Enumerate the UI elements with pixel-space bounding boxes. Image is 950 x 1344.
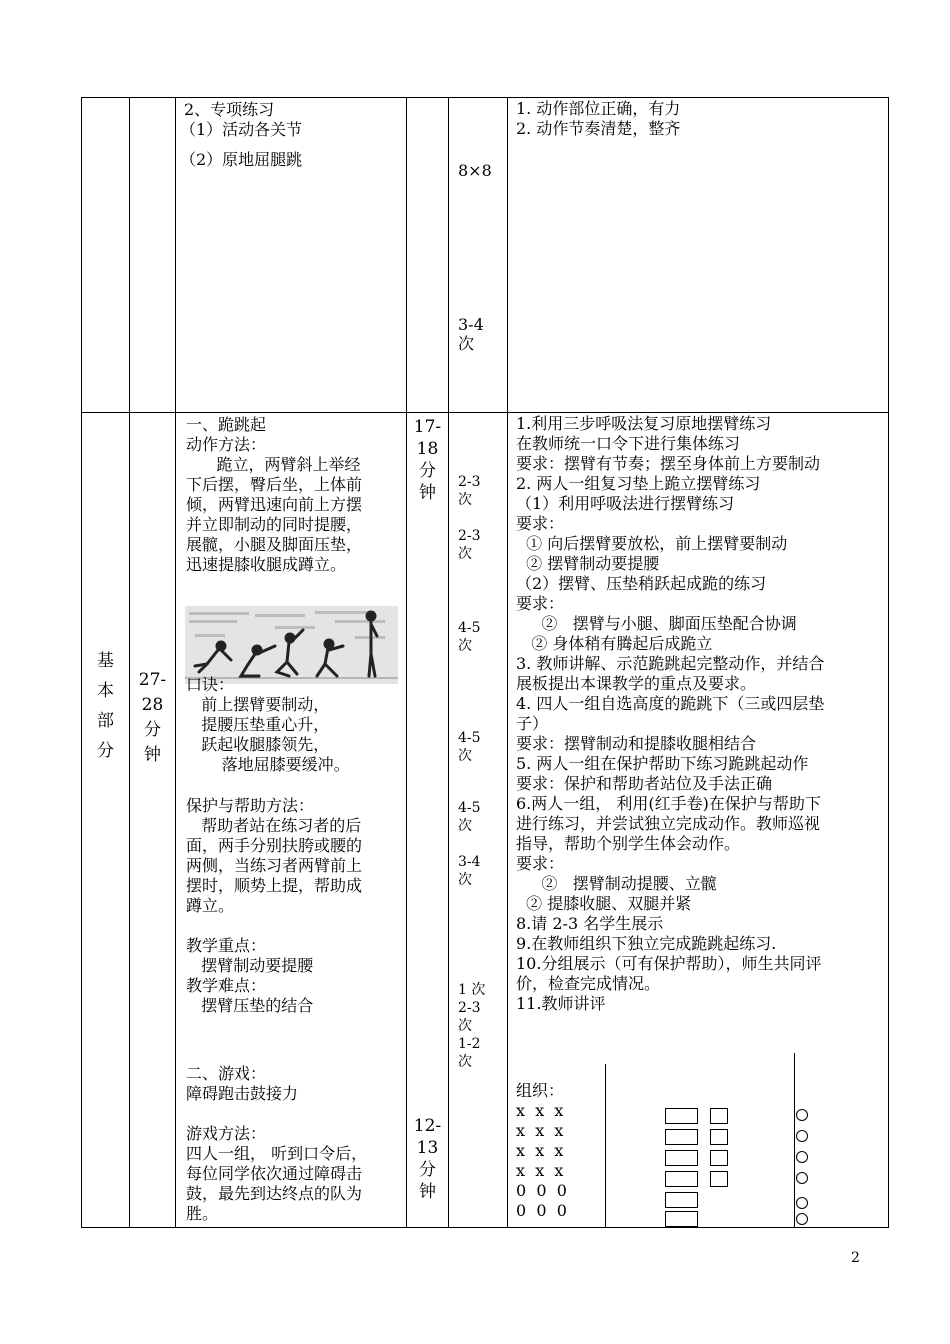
count-text: 次 (458, 1054, 472, 1070)
time-text: 13 (416, 1138, 439, 1158)
content-line: 面，两手分别扶胯或腰的 (186, 836, 363, 855)
requirement-line: 子） (516, 714, 549, 733)
requirement-line: 5. 两人一组在保护帮助下练习跪跳起动作 (516, 754, 809, 773)
requirement-line: （1）利用呼吸法进行摆臂练习 (516, 494, 735, 513)
requirement-line: ② 摆臂制动要提腰 (516, 554, 660, 573)
time-text: 钟 (419, 1182, 436, 1202)
content-cell (176, 98, 407, 413)
content-line: （2）原地屈腿跳 (180, 150, 303, 169)
time-cell (130, 98, 176, 413)
section-char: 部 (97, 711, 114, 731)
drum-icon (796, 1213, 808, 1225)
requirement-line: ② 提膝收腿、双腿并紧 (516, 894, 692, 913)
count-text: 次 (458, 638, 472, 654)
page-number: 2 (851, 1250, 860, 1266)
content-line: 蹲立。 (186, 896, 235, 915)
content-line: 保护与帮助方法： (186, 796, 315, 815)
count-text: 3-4 (458, 315, 484, 334)
requirement-line: ② 摆臂与小腿、脚面压垫配合协调 (516, 614, 797, 633)
content-line: 摆臂压垫的结合 (186, 996, 314, 1015)
content-line: 摆臂制动要提腰 (186, 956, 314, 975)
requirement-line: 展板提出本课教学的重点及要求。 (516, 674, 757, 693)
drum-icon (796, 1197, 808, 1209)
section-char: 本 (97, 681, 114, 701)
count-text: 次 (458, 872, 472, 888)
drum-icon (796, 1130, 808, 1142)
content-line: 二、游戏： (186, 1064, 267, 1083)
content-line: 游戏方法： (186, 1124, 267, 1143)
count-cell (449, 413, 508, 1228)
content-line: 口诀： (186, 675, 235, 694)
requirement-line: 要求： (516, 514, 565, 533)
requirement-line: ② 身体稍有腾起后成跪立 (516, 634, 713, 653)
content-line: 教学重点： (186, 936, 267, 955)
section-char: 基 (97, 651, 114, 671)
requirement-line: 8.请 2-3 名学生展示 (516, 914, 664, 933)
formation-row: x x x (516, 1141, 564, 1160)
content-line: 落地屈膝要缓冲。 (186, 755, 350, 774)
requirement-line: 1. 动作部位正确，有力 (516, 99, 681, 118)
requirement-line: 价，检查完成情况。 (516, 974, 661, 993)
count-text: 次 (458, 818, 472, 834)
content-line: 胜。 (186, 1204, 219, 1223)
requirement-line: （2）摆臂、压垫稍跃起成跪的练习 (516, 574, 767, 593)
requirement-line: 10.分组展示（可有保护帮助），师生共同评 (516, 954, 822, 973)
organization-label: 组织： (516, 1081, 565, 1100)
formation-row: 0 0 0 (516, 1181, 567, 1200)
time-text: 钟 (144, 745, 161, 765)
mat-icon (665, 1211, 698, 1227)
content-line: 迅速提膝收腿成蹲立。 (186, 555, 347, 574)
section-cell (82, 98, 130, 413)
mat-icon (665, 1171, 698, 1187)
requirement-line: 2. 两人一组复习垫上跪立摆臂练习 (516, 474, 761, 493)
requirement-line: 6.两人一组， 利用(红手卷)在保护与帮助下 (516, 794, 821, 813)
time-text: 28 (141, 695, 164, 715)
box-icon (710, 1108, 728, 1124)
time-subcell (407, 98, 449, 413)
requirement-line: 要求：摆臂有节奏；摆至身体前上方要制动 (516, 454, 821, 473)
box-icon (710, 1150, 728, 1166)
requirement-line: 要求： (516, 594, 565, 613)
content-line: 两侧，当练习者两臂前上 (186, 856, 363, 875)
requirement-line: 指导，帮助个别学生体会动作。 (516, 834, 741, 853)
count-text: 4-5 (458, 620, 481, 636)
count-text: 4-5 (458, 800, 481, 816)
count-text: 次 (458, 492, 472, 508)
drum-icon (796, 1151, 808, 1163)
table-row-main (82, 413, 889, 1228)
requirement-line: 2. 动作节奏清楚，整齐 (516, 119, 681, 138)
requirement-line: 要求：保护和帮助者站位及手法正确 (516, 774, 773, 793)
requirement-line: 3. 教师讲解、示范跪跳起完整动作，并结合 (516, 654, 825, 673)
drum-icon (796, 1172, 808, 1184)
content-line: 展髋，小腿及脚面压垫， (186, 535, 363, 554)
count-text: 次 (458, 334, 475, 353)
content-line: 摆时，顺势上提，帮助成 (186, 876, 363, 895)
box-icon (710, 1171, 728, 1187)
requirement-line: 9.在教师组织下独立完成跪跳起练习. (516, 934, 777, 953)
kneel-jump-illustration (185, 606, 398, 684)
requirement-line: 4. 四人一组自选高度的跪跳下（三或四层垫 (516, 694, 825, 713)
formation-row: x x x (516, 1161, 564, 1180)
content-line: 鼓，最先到达终点的队为 (186, 1184, 363, 1203)
formation-row: x x x (516, 1101, 564, 1120)
requirement-line: 进行练习，并尝试独立完成动作。教师巡视 (516, 814, 821, 833)
time-text: 分 (419, 1160, 436, 1180)
section-char: 分 (97, 741, 114, 761)
requirement-line: 在教师统一口令下进行集体练习 (516, 434, 741, 453)
content-line: 跃起收腿膝领先， (186, 735, 330, 754)
time-text: 分 (419, 461, 436, 481)
content-line: 下后摆，臀后坐，上体前 (186, 475, 363, 494)
requirements-cell (508, 413, 889, 1228)
content-line: 2、专项练习 (184, 100, 275, 119)
court-line (605, 1064, 606, 1228)
time-text: 17- (413, 417, 442, 437)
time-text: 分 (144, 720, 161, 740)
count-text: 2-3 (458, 474, 481, 490)
content-line: 并立即制动的同时提腰， (186, 515, 363, 534)
requirements-cell (508, 98, 889, 413)
table-row-warmup (82, 98, 889, 413)
count-text: 1 次 (458, 982, 486, 998)
formation-row: 0 0 0 (516, 1201, 567, 1220)
content-line: 跪立，两臂斜上举经 (186, 455, 361, 474)
content-line: 教学难点： (186, 976, 267, 995)
count-text: 次 (458, 546, 472, 562)
requirement-line: 要求： (516, 854, 565, 873)
count-text: 2-3 (458, 1000, 481, 1016)
count-text: 2-3 (458, 528, 481, 544)
kneel-jump-figure (185, 606, 398, 684)
requirement-line: 要求：摆臂制动和提膝收腿相结合 (516, 734, 757, 753)
formation-row: x x x (516, 1121, 564, 1140)
content-line: 倾，两臂迅速向前上方摆 (186, 495, 363, 514)
time-subcell (407, 413, 449, 1228)
requirement-line: ② 摆臂制动提腰、立髋 (516, 874, 717, 893)
count-text: 8×8 (458, 161, 492, 180)
drum-icon (796, 1109, 808, 1121)
lesson-plan-table (81, 97, 889, 1228)
content-line: 帮助者站在练习者的后 (186, 816, 362, 835)
count-text: 1-2 (458, 1036, 481, 1052)
mat-icon (665, 1129, 698, 1145)
box-icon (710, 1129, 728, 1145)
content-cell (176, 413, 407, 1228)
section-cell (82, 413, 130, 1228)
content-line: 动作方法： (186, 435, 267, 454)
requirement-line: 11.教师讲评 (516, 994, 606, 1013)
count-cell (449, 98, 508, 413)
content-line: 一、跪跳起 (186, 415, 267, 434)
time-text: 钟 (419, 483, 436, 503)
content-line: 每位同学依次通过障碍击 (186, 1164, 363, 1183)
count-text: 次 (458, 748, 472, 764)
time-cell (130, 413, 176, 1228)
content-line: 前上摆臂要制动， (186, 695, 330, 714)
count-text: 3-4 (458, 854, 481, 870)
content-line: 提腰压垫重心升， (186, 715, 330, 734)
count-text: 次 (458, 1018, 472, 1034)
content-line: 四人一组， 听到口令后， (186, 1144, 368, 1163)
mat-icon (665, 1192, 698, 1208)
requirement-line: ① 向后摆臂要放松，前上摆臂要制动 (516, 534, 788, 553)
count-text: 4-5 (458, 730, 481, 746)
mat-icon (665, 1108, 698, 1124)
time-text: 12- (413, 1116, 442, 1136)
mat-icon (665, 1150, 698, 1166)
content-line: 障碍跑击鼓接力 (186, 1084, 299, 1103)
court-line (794, 1053, 795, 1228)
requirement-line: 1.利用三步呼吸法复习原地摆臂练习 (516, 414, 772, 433)
time-text: 27- (138, 670, 167, 690)
content-line: （1）活动各关节 (180, 120, 303, 139)
time-text: 18 (416, 439, 439, 459)
